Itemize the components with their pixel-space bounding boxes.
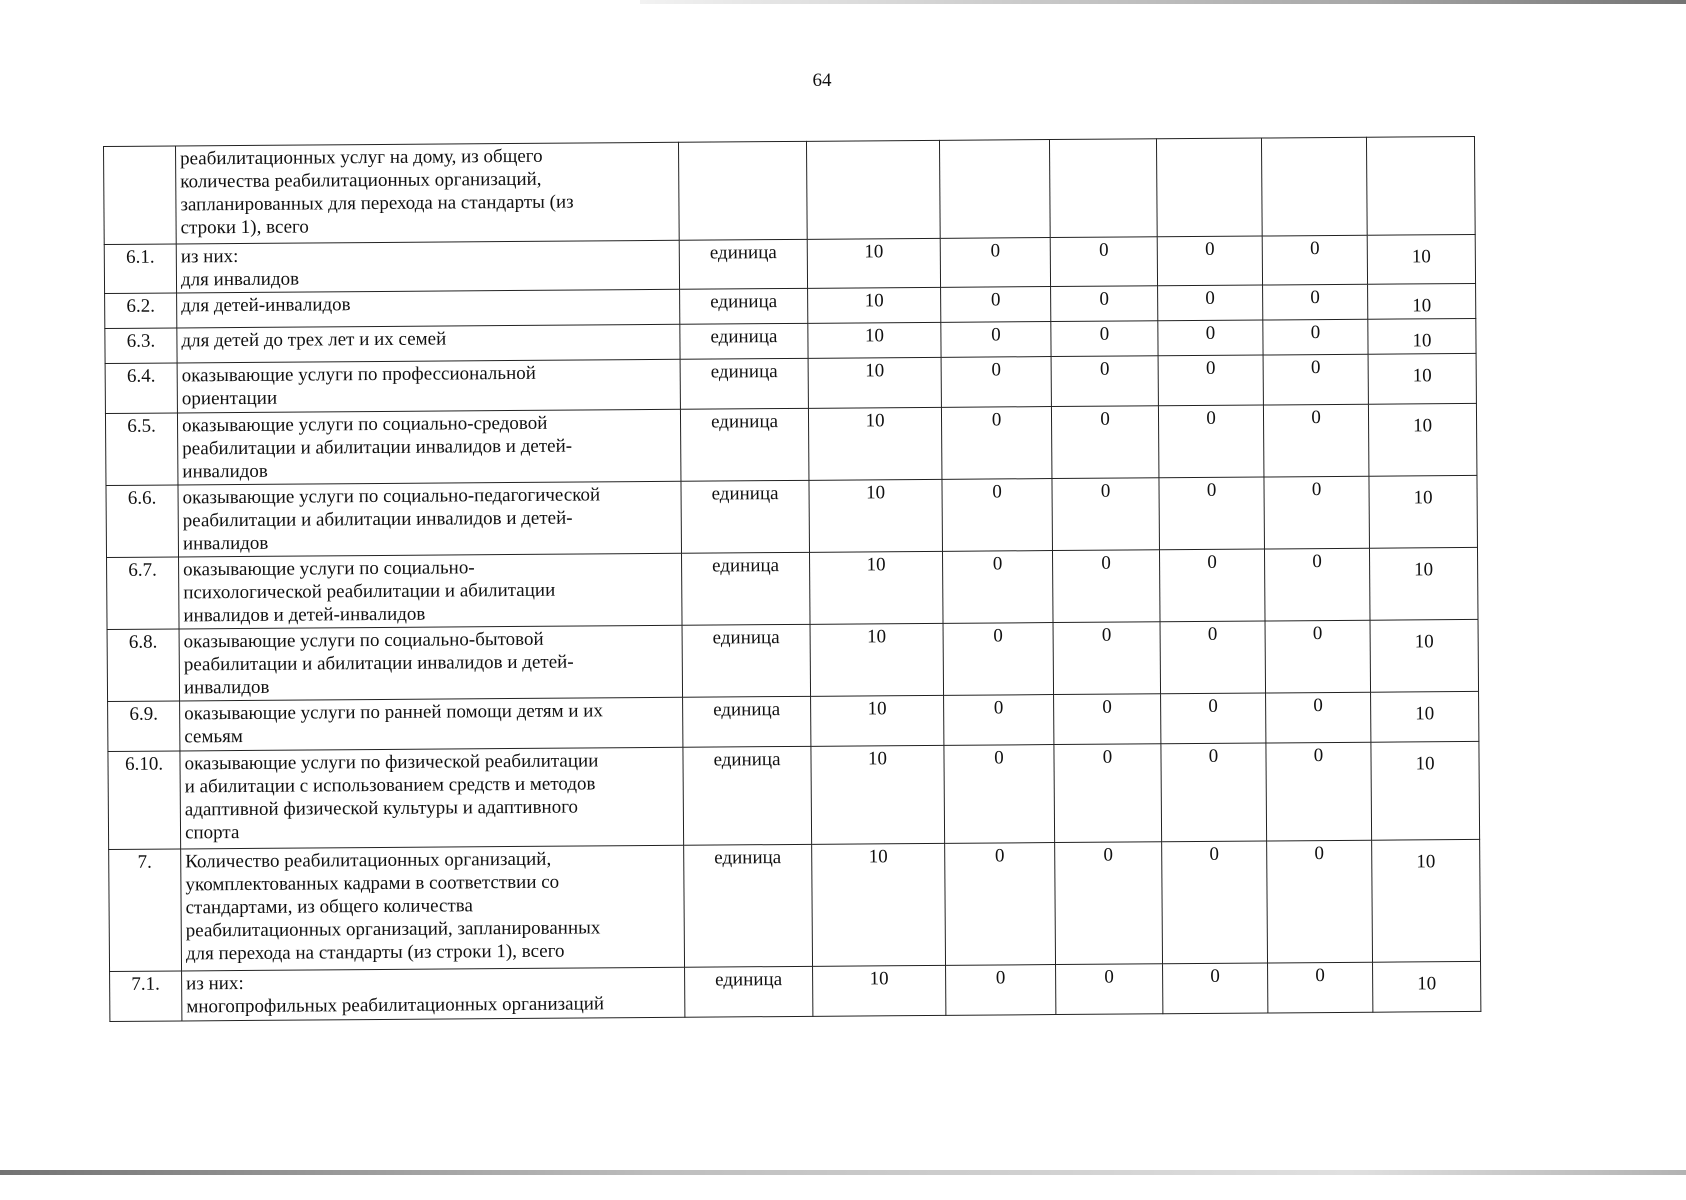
indicator-name [180,697,683,751]
table-row [106,475,1477,557]
unit-of-measure: единица [680,288,808,324]
row-number [104,146,177,245]
unit-of-measure: единица [683,696,811,747]
value-cell: 10 [809,551,943,624]
value-cell: 10 [813,965,946,1016]
value-cell: 0 [943,623,1054,696]
indicator-name-line: инвалидов [182,460,268,483]
indicator-name-line: для перехода на стандарты (из строки 1), всего [185,940,565,965]
value-cell: 10 [808,287,941,323]
scan-edge-bottom [0,1170,1686,1175]
value-cell: 10 [807,238,940,288]
indicator-name-line: инвалидов и детей-инвалидов [183,603,426,627]
value-cell: 0 [1266,742,1372,841]
value-cell [1261,137,1367,236]
indicator-name-line: стандартами, из общего количества [185,895,473,919]
value-cell: 0 [1162,841,1268,964]
value-cell [939,140,1050,239]
scan-edge-top [640,0,1686,4]
row-number: 6.2. [105,293,177,329]
indicator-name [179,553,683,629]
value-cell: 0 [1161,693,1266,744]
value-cell: 0 [946,965,1056,1016]
indicator-name [179,625,683,701]
value-cell: 10 [808,407,942,480]
unit-of-measure: единица [680,408,809,481]
value-cell: 10 [1371,741,1480,840]
row-number: 6.8. [107,629,180,702]
indicator-name-line: и абилитации с использованием средств и методов [184,773,596,798]
indicator-name-line: реабилитации и абилитации инвалидов и детей- [183,651,574,676]
table-row [110,961,1481,1021]
value-cell [1049,139,1157,238]
value-cell: 10 [1367,234,1475,284]
row-number: 6.9. [108,701,180,752]
value-cell: 0 [1265,620,1371,693]
row-number: 6.10. [108,751,181,850]
table-row [104,136,1476,244]
value-cell: 0 [1052,550,1160,623]
value-cell [1156,138,1262,237]
value-cell: 0 [941,357,1051,408]
value-cell: 0 [1266,692,1371,743]
value-cell: 0 [1055,842,1163,965]
row-number: 7.1. [110,971,182,1022]
value-cell: 10 [1368,283,1476,319]
value-cell: 0 [1159,549,1265,622]
value-cell: 10 [811,745,945,844]
table-container [103,136,1481,1022]
value-cell [1366,136,1475,235]
table-body [104,136,1481,1021]
value-cell: 0 [945,843,1056,966]
unit-of-measure: единица [684,844,813,967]
indicator-name-line: для инвалидов [180,268,300,291]
value-cell: 0 [1158,285,1263,321]
table-row [109,839,1481,971]
unit-of-measure: единица [680,358,808,409]
indicator-name-line: психологической реабилитации и абилитации [183,579,556,604]
value-cell: 10 [1373,961,1481,1012]
indicator-name [176,240,679,293]
indicator-name-line: ориентации [181,387,278,410]
indicator-name-line: укомплектованных кадрами в соответствии со [185,871,560,896]
indicator-name-line: Количество реабилитационных организаций, [185,848,552,873]
value-cell: 0 [1263,284,1368,320]
value-cell: 10 [810,623,944,696]
value-cell: 10 [1369,475,1478,548]
value-cell: 0 [1161,743,1267,842]
indicator-name-line: из них: [180,246,239,268]
value-cell: 0 [941,407,1052,480]
unit-of-measure: единица [680,323,808,359]
unit-of-measure: единица [682,624,811,697]
indicator-name-line: адаптивной физической культуры и адаптивного [184,796,579,821]
value-cell: 0 [944,695,1054,746]
unit-of-measure: единица [685,966,813,1017]
value-cell: 0 [1054,694,1161,745]
indicator-name-line: строки 1), всего [180,216,309,239]
indicator-name [177,324,680,363]
value-cell: 0 [1160,621,1266,694]
indicator-name-line: оказывающие услуги по ранней помощи детям и их [184,700,604,725]
table-row [108,741,1480,849]
page-number: 64 [812,70,832,91]
row-number: 6.7. [107,557,180,630]
indicator-name-line: реабилитационных услуг на дому, из общего [180,145,543,170]
value-cell: 0 [1051,356,1158,407]
value-cell: 0 [1056,964,1163,1015]
unit-of-measure: единица [679,239,807,289]
value-cell: 10 [1372,839,1481,962]
indicator-name-line: количества реабилитационных организаций, [180,168,542,193]
indicator-name-line: для детей-инвалидов [181,294,351,317]
value-cell: 0 [941,322,1051,358]
value-cell: 0 [1051,406,1159,479]
row-number: 6.5. [105,413,178,486]
indicator-name [181,845,685,971]
value-cell: 10 [808,357,941,408]
row-number: 6.6. [106,485,179,558]
value-cell: 0 [940,238,1050,288]
table-row [107,619,1478,701]
value-cell: 0 [1263,404,1369,477]
indicator-name-line: семьям [184,725,243,748]
unit-of-measure: единица [681,480,810,553]
indicator-name-line: оказывающие услуги по профессиональной [181,362,536,387]
indicator-name [182,967,685,1021]
indicator-name [178,481,682,557]
indicator-name [176,142,680,244]
value-cell: 0 [1263,354,1368,405]
value-cell: 10 [808,322,941,358]
value-cell: 0 [1158,405,1264,478]
value-cell: 10 [1369,547,1478,620]
indicators-table [103,136,1481,1022]
value-cell: 0 [1054,744,1162,843]
value-cell: 0 [1268,962,1373,1013]
indicator-name-line: многопрофильных реабилитационных организаций [186,993,605,1018]
value-cell: 0 [1264,548,1370,621]
row-number: 6.3. [105,328,177,364]
indicator-name-line: из них: [186,972,244,995]
indicator-name-line: реабилитационных организаций, запланированных [185,917,601,942]
value-cell: 0 [941,287,1051,323]
value-cell: 0 [1158,355,1263,406]
indicator-name-line: для детей до трех лет и их семей [181,328,447,352]
indicator-name-line: спорта [184,822,240,844]
value-cell: 0 [1267,840,1373,963]
value-cell: 0 [1163,963,1268,1014]
value-cell: 0 [1052,478,1160,551]
indicator-name-line: запланированных для перехода на стандарты (из [180,191,574,216]
indicator-name-line: оказывающие услуги по социально-бытовой [183,628,544,653]
unit-of-measure: единица [682,552,811,625]
indicator-name [177,409,681,485]
value-cell: 0 [1263,319,1368,355]
indicator-name [177,289,680,328]
value-cell: 0 [1262,235,1367,285]
table-row [107,547,1478,629]
value-cell: 10 [1368,318,1476,354]
row-number: 6.1. [104,244,176,294]
value-cell: 0 [1157,236,1262,286]
table-row [105,403,1476,485]
value-cell: 10 [1371,691,1479,742]
value-cell: 10 [812,843,946,966]
indicator-name-line: инвалидов [182,532,269,555]
value-cell: 0 [944,745,1055,844]
indicator-name [177,359,680,413]
value-cell: 10 [1368,353,1476,404]
indicator-name-line: реабилитации и абилитации инвалидов и детей- [182,435,573,460]
value-cell: 10 [1370,619,1479,692]
value-cell [806,140,940,239]
indicator-name-line: оказывающие услуги по социально-педагогической [182,484,601,509]
unit-of-measure [678,141,807,240]
value-cell: 0 [1053,622,1161,695]
value-cell: 0 [1264,476,1370,549]
value-cell: 10 [1368,403,1477,476]
value-cell: 0 [1159,477,1265,550]
unit-of-measure: единица [683,746,812,845]
value-cell: 0 [1050,237,1157,287]
row-number: 6.4. [105,363,177,414]
indicator-name-line: оказывающие услуги по физической реабилитации [184,750,599,775]
value-cell: 0 [942,479,1053,552]
value-cell: 10 [809,479,943,552]
value-cell: 0 [1051,321,1158,357]
indicator-name-line: инвалидов [183,676,270,699]
value-cell: 0 [1158,320,1263,356]
indicator-name [180,747,684,849]
indicator-name-line: реабилитации и абилитации инвалидов и детей- [182,507,573,532]
value-cell: 10 [811,695,944,746]
row-number: 7. [109,849,182,972]
value-cell: 0 [1051,286,1158,322]
value-cell: 0 [942,551,1053,624]
indicator-name-line: оказывающие услуги по социально-средовой [181,412,548,437]
indicator-name-line: оказывающие услуги по социально- [183,557,475,581]
